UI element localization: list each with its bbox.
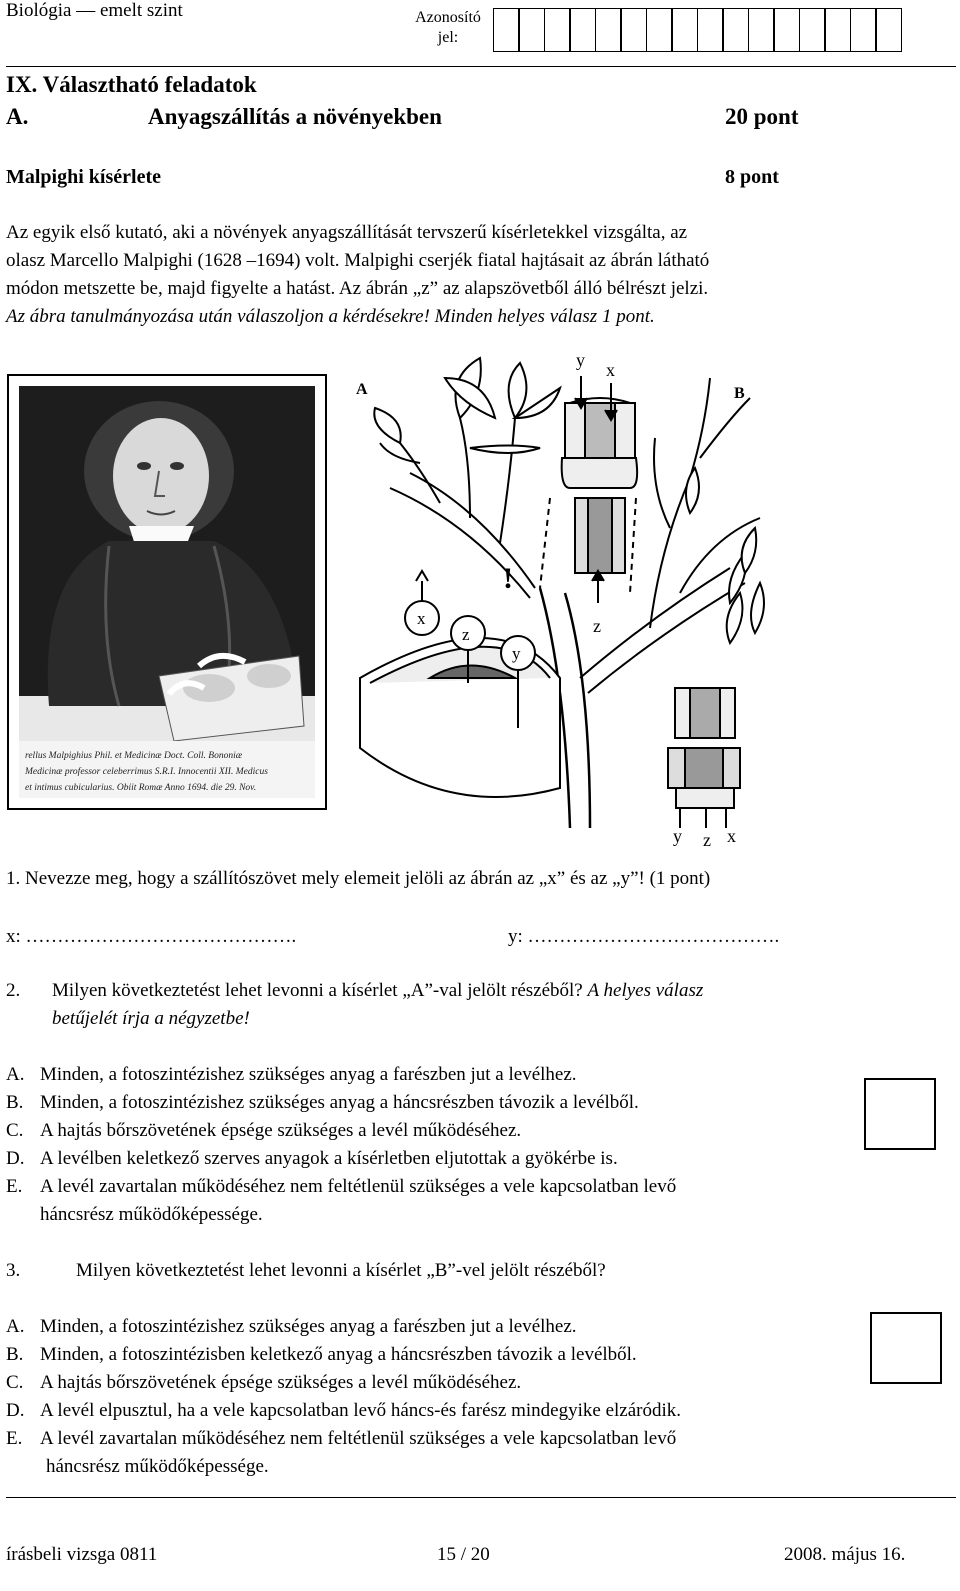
part-points: 20 pont — [725, 104, 799, 129]
id-box[interactable] — [671, 8, 698, 52]
label-x-top: x — [606, 360, 615, 380]
intro-line-2: olasz Marcello Malpighi (1628 –1694) volt. Malpighi cserjék fiatal hajtásait az ábrán látható — [6, 250, 710, 271]
intro-line-4: Az ábra tanulmányozása után válaszoljon a kérdésekre! Minden helyes válasz 1 pont. — [6, 306, 655, 327]
id-label — [411, 8, 485, 48]
id-box[interactable] — [569, 8, 596, 52]
footer-left: írásbeli vizsga 0811 — [6, 1544, 158, 1565]
task-title: Malpighi kísérlete — [6, 166, 161, 188]
id-box[interactable] — [722, 8, 749, 52]
q3-option-a: A. Minden, a fotoszintézishez szükséges anyag a farészben jut a levélhez. — [6, 1316, 577, 1337]
id-box[interactable] — [493, 8, 520, 52]
q2-option-e-cont: háncsrész működőképessége. — [40, 1204, 263, 1225]
q3-answer-box[interactable] — [870, 1312, 942, 1384]
portrait-image — [9, 376, 325, 808]
q2-question — [52, 980, 703, 1002]
section-title: IX. Választható feladatok — [6, 72, 257, 97]
label-y-bottom: y — [673, 826, 682, 846]
id-box[interactable] — [697, 8, 724, 52]
id-label-line1: Azonosító — [415, 9, 481, 26]
q3-option-d: D. A levél elpusztul, ha a vele kapcsolatban levő háncs-és farész mindegyike elzáródik. — [6, 1400, 681, 1421]
id-box[interactable] — [824, 8, 851, 52]
id-box[interactable] — [518, 8, 545, 52]
part-letter: A. — [6, 104, 29, 129]
label-B: B — [734, 385, 745, 402]
id-box[interactable] — [773, 8, 800, 52]
footer-rule — [6, 1497, 956, 1498]
q2-option-d: D. A levélben keletkező szerves anyagok a kísérletben eljutottak a gyökérbe is. — [6, 1148, 618, 1169]
q3-option-c: C. A hajtás bőrszövetének épsége szükséges a levél működéséhez. — [6, 1372, 522, 1393]
id-box[interactable] — [875, 8, 902, 52]
label-x-disc: x — [417, 609, 426, 628]
label-y-disc: y — [512, 644, 521, 663]
portrait-caption-2: Medicinæ professor celeberrimus S.R.I. Innocentii XII. Medicus — [25, 767, 268, 777]
label-z-top: z — [593, 616, 601, 636]
label-A: A — [356, 381, 368, 398]
q2-instruction-1: A helyes válasz — [587, 980, 704, 1001]
part-title: Anyagszállítás a növényekben — [148, 104, 442, 129]
q2-option-a: A. Minden, a fotoszintézishez szükséges anyag a farészben jut a levélhez. — [6, 1064, 577, 1085]
exclaim-mark: ! — [503, 562, 513, 595]
q1-text: 1. Nevezze meg, hogy a szállítószövet mely elemeit jelöli az ábrán az „x” és az „y”! (1 pont) — [6, 868, 711, 889]
q3-option-e-cont: háncsrész működőképessége. — [46, 1456, 269, 1477]
id-box[interactable] — [748, 8, 775, 52]
footer-page: 15 / 20 — [437, 1544, 490, 1565]
q2-option-c: C. A hajtás bőrszövetének épsége szükséges a levél működéséhez. — [6, 1120, 522, 1141]
header-subject: Biológia — emelt szint — [6, 0, 183, 21]
id-box[interactable] — [620, 8, 647, 52]
task-points: 8 pont — [725, 166, 779, 188]
malpighi-portrait — [7, 374, 327, 810]
id-box[interactable] — [799, 8, 826, 52]
portrait-caption-1: rellus Malpighius Phil. et Medicinæ Doct. Coll. Bononiæ — [25, 751, 243, 761]
id-box[interactable] — [850, 8, 877, 52]
label-y-top: y — [576, 350, 585, 370]
id-box[interactable] — [544, 8, 571, 52]
q1-x-answer[interactable]: x: ……………………………………. — [6, 926, 297, 947]
q3-text: Milyen következtetést lehet levonni a kísérlet „B”-vel jelölt részéből? — [76, 1260, 606, 1281]
q1-y-answer[interactable]: y: …………………………………. — [508, 926, 780, 947]
q2-instruction-2: betűjelét írja a négyzetbe! — [52, 1008, 250, 1029]
label-x-bottom: x — [727, 826, 736, 846]
q2-text: Milyen következtetést lehet levonni a kísérlet „A”-val jelölt részéből? — [52, 980, 583, 1001]
intro-line-3: módon metszette be, majd figyelte a hatást. Az ábrán „z” az alapszövetből álló bélrészt jelzi. — [6, 278, 709, 299]
q2-option-e: E. A levél zavartalan működéséhez nem feltétlenül szükséges a vele kapcsolatban levő — [6, 1176, 677, 1197]
q2-answer-box[interactable] — [864, 1078, 936, 1150]
q3-option-b: B. Minden, a fotoszintézisben keletkező anyag a háncsrészben távozik a levélből. — [6, 1344, 637, 1365]
portrait-caption-3: et intimus cubicularius. Obiit Romæ Anno 1694. die 29. Nov. — [25, 783, 257, 793]
id-box[interactable] — [595, 8, 622, 52]
q3-option-e: E. A levél zavartalan működéséhez nem feltétlenül szükséges a vele kapcsolatban levő — [6, 1428, 677, 1449]
id-boxes[interactable] — [494, 8, 902, 52]
q2-option-b: B. Minden, a fotoszintézishez szükséges anyag a háncsrészben távozik a levélből. — [6, 1092, 639, 1113]
q3-num: 3. — [6, 1260, 21, 1281]
id-box[interactable] — [646, 8, 673, 52]
label-z-disc: z — [462, 625, 470, 644]
id-label-line2: jel: — [437, 29, 459, 46]
label-z-bottom: z — [703, 830, 711, 848]
footer-date: 2008. május 16. — [784, 1544, 906, 1565]
intro-line-1: Az egyik első kutató, aki a növények anyagszállítását tervszerű kísérletekkel vizsgálta, az — [6, 222, 688, 243]
q2-num: 2. — [6, 980, 21, 1001]
experiment-figure — [350, 348, 790, 848]
header-rule — [6, 66, 956, 67]
